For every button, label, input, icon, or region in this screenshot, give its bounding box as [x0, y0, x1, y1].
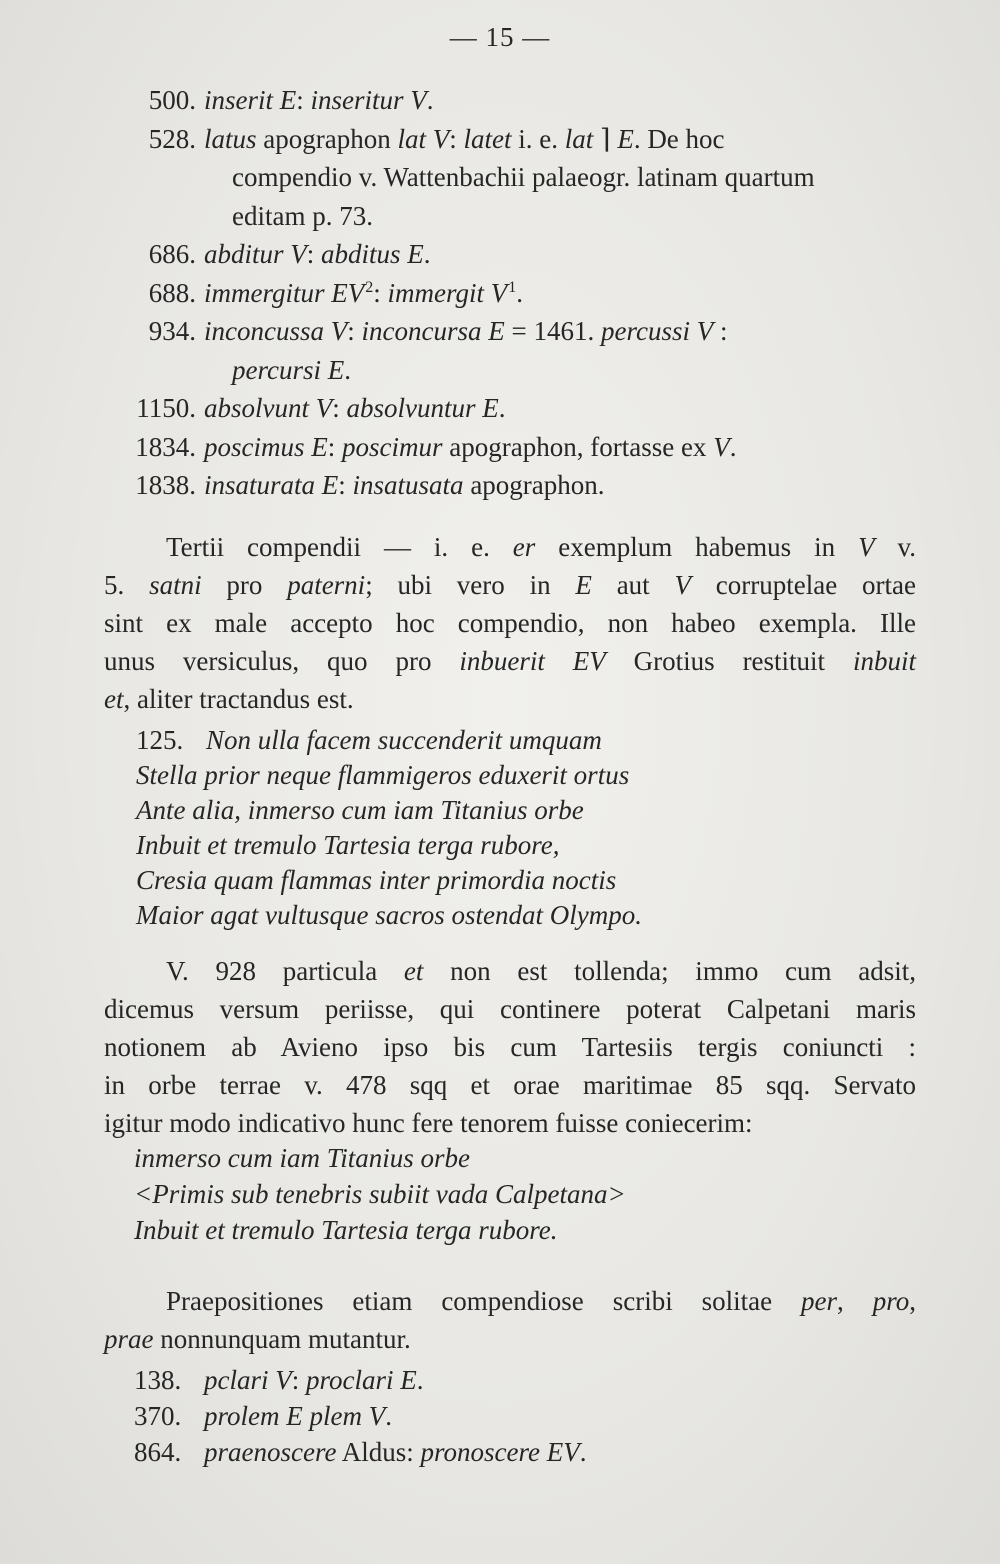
text: = 1461.	[504, 316, 601, 346]
text: :	[291, 1365, 307, 1395]
text: ,	[909, 1286, 916, 1316]
italic-text: V	[674, 570, 691, 600]
italic-text: latus	[204, 123, 257, 154]
italic-text: insaturata E	[204, 470, 339, 500]
line-number: 686.	[148, 239, 196, 269]
text: dicemus versum periisse, qui continere poterat Calpetani maris	[104, 994, 916, 1024]
italic-text: prae	[104, 1324, 154, 1354]
text: compendio v. Wattenbachii palaeogr. latinam quartum	[232, 162, 815, 192]
text: apographon, fortasse ex	[442, 431, 714, 462]
italic-text: immergit V	[387, 277, 508, 308]
text: Grotius restituit	[605, 646, 853, 676]
text: exemplum habemus in	[535, 532, 859, 562]
italic-text: pclari V	[204, 1365, 292, 1395]
italic-text: satni	[149, 570, 202, 600]
paragraph-line	[104, 990, 916, 1028]
apparatus-line	[204, 388, 506, 428]
superscript: 1	[508, 278, 517, 296]
text: . De hoc	[633, 123, 725, 154]
text: 5.	[104, 570, 150, 600]
text: :	[327, 431, 343, 462]
italic-text: inbuerit EV	[459, 646, 606, 676]
italic-text: prolem E plem V	[204, 1401, 386, 1431]
text: .	[416, 1365, 424, 1395]
verse-line: Non ulla facem succenderit umquam	[206, 725, 602, 755]
text: Aldus:	[336, 1437, 421, 1467]
italic-text: inserit E	[204, 85, 297, 115]
apparatus-line	[232, 157, 815, 197]
text: .	[516, 277, 523, 308]
text: .	[426, 85, 434, 115]
text: ; ubi vero in	[365, 570, 576, 600]
line-number: 1150.	[136, 393, 196, 423]
text: .	[385, 1401, 392, 1431]
italic-text: pro	[872, 1286, 910, 1316]
apparatus-line	[204, 234, 431, 274]
text: ⌉	[593, 123, 618, 154]
line-number: 370.	[134, 1401, 182, 1431]
paragraph-line	[104, 1066, 916, 1104]
text: apographon.	[463, 470, 605, 500]
paragraph-line	[104, 566, 916, 604]
text: v.	[874, 532, 917, 562]
line-number: 528.	[148, 123, 196, 154]
italic-text: lat V	[397, 123, 450, 154]
verse-line: inmerso cum iam Titanius orbe	[134, 1143, 471, 1173]
apparatus-line	[204, 465, 605, 505]
apparatus-line	[232, 350, 351, 390]
italic-text: V	[713, 431, 730, 462]
verse-line: Cresia quam flammas inter primordia noctis	[136, 865, 617, 895]
text: sint ex male accepto hoc compendio, non habeo exempla. Ille	[104, 608, 916, 638]
italic-text: E	[617, 123, 634, 154]
italic-text: E	[575, 570, 592, 600]
text: ,	[837, 1286, 873, 1316]
text: Tertii compendii — i. e.	[166, 532, 513, 562]
text: :	[338, 470, 353, 500]
italic-text: abditus E	[321, 239, 424, 269]
text: apographon	[256, 123, 398, 154]
text: editam p. 73.	[232, 200, 373, 231]
text: .	[344, 354, 351, 385]
line-number: 138.	[134, 1365, 182, 1395]
paragraph-tertii-compendii	[104, 528, 916, 718]
text: .	[423, 239, 431, 269]
text: , aliter tractandus est.	[123, 684, 354, 714]
text: :	[332, 393, 347, 423]
apparatus-line	[204, 1432, 586, 1472]
apparatus-line	[204, 1396, 392, 1436]
verse-line: Ante alia, inmerso cum iam Titanius orbe	[136, 795, 584, 825]
text: :	[306, 239, 322, 269]
text: pro	[201, 570, 288, 600]
verse-line: Maior agat vultusque sacros ostendat Olympo.	[136, 900, 642, 930]
paragraph-line	[104, 642, 916, 680]
paragraph-v928	[104, 952, 916, 1142]
apparatus-line	[232, 196, 373, 236]
text: :	[373, 277, 388, 308]
line-number: 1834.	[135, 431, 196, 462]
italic-text: V	[858, 532, 875, 562]
verse-line: Inbuit et tremulo Tartesia terga rubore.	[134, 1215, 558, 1245]
italic-text: inbuit	[852, 646, 916, 676]
text: .	[579, 1437, 587, 1467]
line-number: 1838.	[135, 470, 196, 500]
text: Praepositiones etiam compendiose scribi solitae	[166, 1286, 802, 1316]
italic-text: abditur V	[204, 239, 307, 269]
apparatus-line	[204, 427, 736, 467]
italic-text: lat	[564, 123, 594, 154]
italic-text: per	[801, 1286, 838, 1316]
text: corruptelae ortae	[691, 570, 916, 600]
line-number: 864.	[134, 1437, 182, 1467]
verse-line: Stella prior neque flammigeros eduxerit ortus	[136, 760, 630, 790]
line-number: 934.	[148, 316, 196, 346]
text: igitur modo indicativo hunc fere tenorem fuisse coniecerim:	[104, 1108, 753, 1138]
text: non est tollenda; immo cum adsit,	[423, 956, 917, 986]
italic-text: absolvuntur E	[346, 393, 499, 423]
verse-line: <Primis sub tenebris subiit vada Calpetana>	[134, 1179, 626, 1209]
paragraph-line	[104, 680, 916, 718]
text: nonnunquam mutantur.	[153, 1324, 411, 1354]
italic-text: er	[512, 532, 536, 562]
italic-text: et	[104, 684, 124, 714]
italic-text: praenoscere	[204, 1437, 337, 1467]
text: :	[449, 123, 464, 154]
text: :	[347, 316, 362, 346]
italic-text: inseritur V	[310, 85, 427, 115]
paragraph-line	[104, 1320, 916, 1358]
paragraph-line	[104, 1104, 916, 1142]
italic-text: et	[403, 956, 424, 986]
paragraph-line	[104, 1028, 916, 1066]
paragraph-line	[104, 604, 916, 642]
italic-text: immergitur EV	[204, 277, 365, 308]
italic-text: pronoscere EV	[420, 1437, 580, 1467]
text: :	[713, 316, 728, 346]
apparatus-line	[204, 311, 727, 351]
page-number: — 15 —	[449, 22, 551, 52]
apparatus-line	[204, 80, 434, 120]
text: aut	[591, 570, 675, 600]
apparatus-line	[204, 119, 725, 159]
text: .	[498, 393, 506, 423]
text: notionem ab Avieno ipso bis cum Tartesiis tergis coniuncti :	[104, 1032, 916, 1062]
italic-text: inconcursa E	[361, 316, 505, 346]
text: in orbe terrae v. 478 sqq et orae maritimae 85 sqq. Servato	[104, 1070, 916, 1100]
italic-text: insatusata	[352, 470, 464, 500]
italic-text: percussi V	[600, 316, 714, 346]
italic-text: poscimus E	[204, 431, 328, 462]
verse-line: Inbuit et tremulo Tartesia terga rubore,	[136, 830, 560, 860]
text: :	[296, 85, 311, 115]
italic-text: paterni	[287, 570, 366, 600]
italic-text: poscimur	[342, 431, 443, 462]
apparatus-line	[204, 1360, 424, 1400]
paragraph-praepositiones	[104, 1282, 916, 1358]
text: i. e.	[511, 123, 565, 154]
text: unus versiculus, quo pro	[104, 646, 460, 676]
paragraph-line	[104, 952, 916, 990]
line-number: 500.	[148, 85, 196, 115]
text: .	[729, 431, 737, 462]
italic-text: absolvunt V	[204, 393, 333, 423]
italic-text: proclari E	[306, 1365, 417, 1395]
italic-text: percursi E	[232, 354, 345, 385]
text: V. 928 particula	[166, 956, 404, 986]
italic-text: latet	[463, 123, 512, 154]
paragraph-line	[104, 528, 916, 566]
verse-number: 125.	[136, 725, 184, 755]
italic-text: inconcussa V	[204, 316, 348, 346]
paragraph-line	[104, 1282, 916, 1320]
line-number: 688.	[148, 277, 196, 308]
superscript: 2	[365, 278, 374, 296]
